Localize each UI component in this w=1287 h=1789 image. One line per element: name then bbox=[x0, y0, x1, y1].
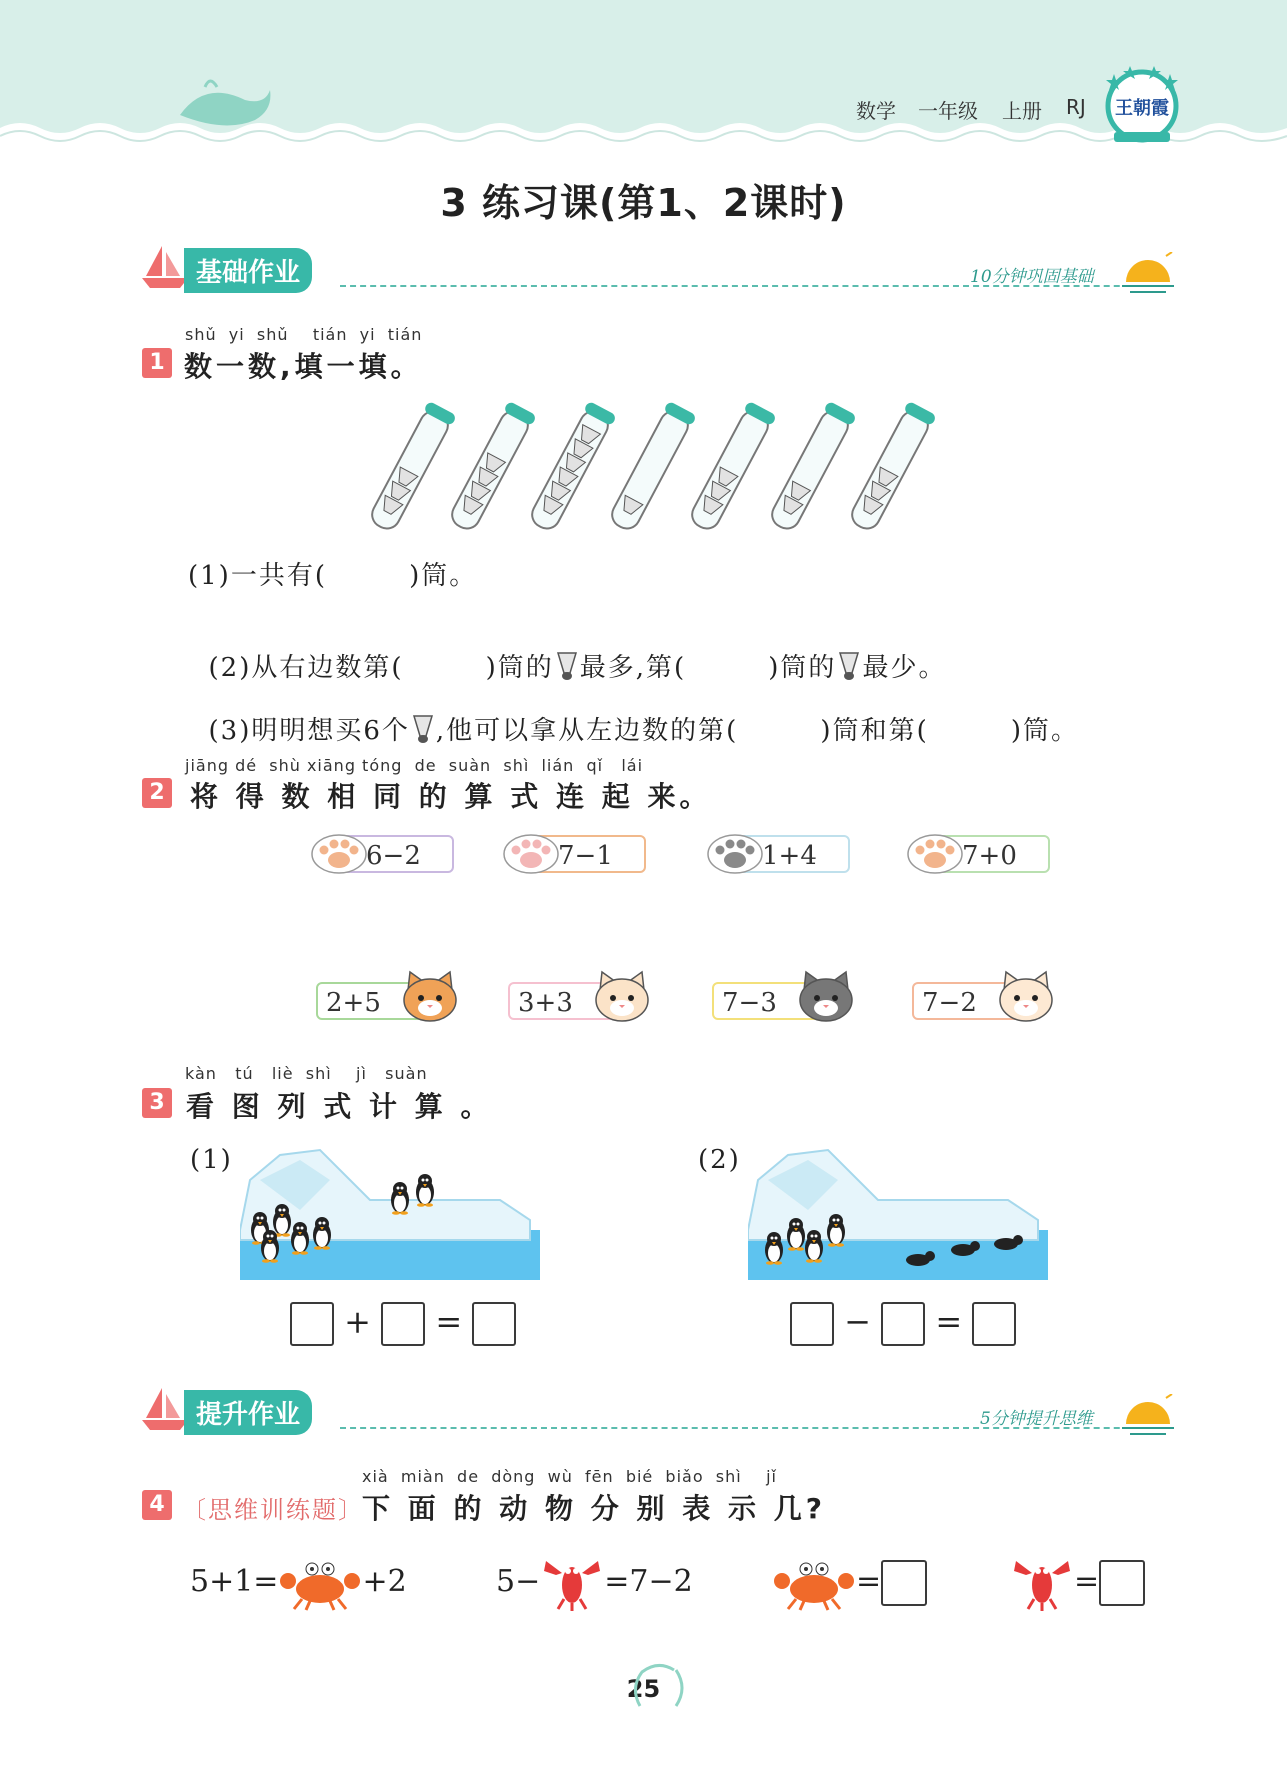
q1-sub2-part1: (2)从右边数第( )筒的 bbox=[208, 653, 554, 683]
header-grade: 一年级 bbox=[918, 99, 978, 123]
q3-text: 看 图 列 式 计 算 。 bbox=[186, 1090, 493, 1123]
q4-eq2-left: 5− bbox=[496, 1564, 541, 1599]
answer-box[interactable] bbox=[972, 1302, 1016, 1346]
paw-icon bbox=[706, 833, 764, 875]
paw-icon bbox=[502, 833, 560, 875]
sunrise-icon bbox=[1120, 1394, 1176, 1438]
expression-text: 7−3 bbox=[712, 982, 830, 1020]
q3-equation-1 bbox=[290, 1302, 516, 1346]
equals-sign: = bbox=[1074, 1564, 1100, 1599]
plus-sign: + bbox=[344, 1302, 371, 1341]
expression-text: 1+4 bbox=[730, 835, 850, 873]
expression-text: 2+5 bbox=[316, 982, 434, 1020]
q1-sub3-part1: (3)明明想买6个 bbox=[208, 716, 410, 746]
question-number: 1 bbox=[142, 348, 172, 378]
q4-pinyin: xià miàn de dòng wù fēn bié biǎo shì jǐ bbox=[362, 1467, 777, 1486]
q2-text: 将 得 数 相 同 的 算 式 连 起 来。 bbox=[190, 780, 712, 813]
q4-equation-2 bbox=[496, 1555, 693, 1611]
sailboat-icon bbox=[140, 1386, 190, 1432]
section-advanced-label: 提升作业 bbox=[184, 1390, 312, 1435]
q4-eq1-left: 5+1= bbox=[190, 1564, 279, 1599]
shuttlecock-tube bbox=[766, 401, 857, 534]
shuttlecock-tube bbox=[606, 401, 697, 534]
section-basic-hint: 10分钟巩固基础 bbox=[970, 267, 1094, 287]
section-basic-label: 基础作业 bbox=[184, 248, 312, 293]
equals-sign: = bbox=[935, 1302, 963, 1341]
answer-box[interactable] bbox=[790, 1302, 834, 1346]
q1-sub3 bbox=[188, 680, 1079, 747]
q4-equation-3 bbox=[772, 1555, 927, 1611]
answer-box[interactable] bbox=[881, 1560, 927, 1606]
q4-text: 下 面 的 动 物 分 别 表 示 几? bbox=[362, 1492, 826, 1525]
answer-box[interactable] bbox=[1099, 1560, 1145, 1606]
lobster-icon bbox=[540, 1555, 604, 1611]
q4-equation-4 bbox=[1010, 1555, 1145, 1611]
equals-sign: = bbox=[435, 1302, 463, 1341]
page-title: 3 练习课(第1、2课时) bbox=[440, 181, 847, 225]
shuttlecock-tubes-illustration bbox=[370, 400, 950, 540]
expression-text: 7−2 bbox=[912, 982, 1030, 1020]
header-subject: 数学 bbox=[856, 99, 896, 123]
q2-pinyin: jiāng dé shù xiāng tóng de suàn shì lián qǐ lái bbox=[185, 756, 644, 775]
equals-sign: = bbox=[856, 1564, 882, 1599]
cat-face-icon bbox=[996, 970, 1056, 1024]
whale-icon bbox=[175, 75, 275, 135]
header-edition: RJ bbox=[1066, 95, 1086, 119]
shuttlecock-tube bbox=[686, 401, 777, 534]
header-volume: 上册 bbox=[1002, 99, 1042, 123]
q4-eq2-right: =7−2 bbox=[604, 1564, 693, 1599]
penguins-iceberg-scene-2 bbox=[748, 1140, 1048, 1280]
expression-text: 3+3 bbox=[508, 982, 626, 1020]
shuttlecock-icon bbox=[410, 714, 436, 744]
cat-face-icon bbox=[400, 970, 460, 1024]
crab-icon bbox=[772, 1555, 856, 1611]
answer-box[interactable] bbox=[290, 1302, 334, 1346]
q4-eq1-right: +2 bbox=[362, 1564, 407, 1599]
sunrise-icon bbox=[1120, 252, 1176, 296]
sailboat-icon bbox=[140, 244, 190, 290]
section-advanced-hint: 5分钟提升思维 bbox=[980, 1409, 1093, 1429]
q1-sub3-part2: ,他可以拿从左边数的第( )筒和第( )筒。 bbox=[435, 716, 1079, 746]
expression-text: 6−2 bbox=[334, 835, 454, 873]
brand-logo bbox=[1100, 60, 1184, 144]
q3-pinyin: kàn tú liè shì jì suàn bbox=[185, 1064, 428, 1083]
cat-face-icon bbox=[592, 970, 652, 1024]
q1-sub2 bbox=[188, 617, 946, 684]
question-number: 2 bbox=[142, 778, 172, 808]
cat-face-icon bbox=[796, 970, 856, 1024]
shuttlecock-tube bbox=[846, 401, 937, 534]
answer-box[interactable] bbox=[881, 1302, 925, 1346]
answer-box[interactable] bbox=[381, 1302, 425, 1346]
question-number: 4 bbox=[142, 1490, 172, 1520]
paw-icon bbox=[310, 833, 368, 875]
q1-sub1: (1)一共有( )筒。 bbox=[188, 561, 478, 591]
q1-sub2-part2: 最多,第( )筒的 bbox=[579, 653, 837, 683]
minus-sign: − bbox=[844, 1302, 871, 1341]
expression-text: 7−1 bbox=[526, 835, 646, 873]
expression-text: 7+0 bbox=[930, 835, 1050, 873]
shuttlecock-icon bbox=[554, 651, 580, 681]
shuttlecock-tube bbox=[446, 401, 537, 534]
shuttlecock-tube bbox=[370, 401, 457, 534]
q3-equation-2 bbox=[790, 1302, 1016, 1346]
q4-tag: 〔思维训练题〕 bbox=[182, 1496, 364, 1524]
lobster-icon bbox=[1010, 1555, 1074, 1611]
q1-text: 数一数,填一填。 bbox=[184, 350, 423, 383]
shuttlecock-icon bbox=[836, 651, 862, 681]
shuttlecock-tube bbox=[526, 401, 617, 534]
page-number-swirl bbox=[628, 1660, 688, 1716]
q4-equation-1 bbox=[190, 1555, 407, 1611]
q1-sub2-part3: 最少。 bbox=[862, 653, 947, 683]
q3-part2-label: (2) bbox=[698, 1145, 741, 1175]
q3-part1-label: (1) bbox=[190, 1145, 233, 1175]
penguins-iceberg-scene-1 bbox=[240, 1140, 540, 1280]
q1-pinyin: shǔ yi shǔ tián yi tián bbox=[185, 325, 423, 344]
page-number: 25 bbox=[626, 1675, 661, 1703]
question-number: 3 bbox=[142, 1088, 172, 1118]
paw-icon bbox=[906, 833, 964, 875]
answer-box[interactable] bbox=[472, 1302, 516, 1346]
logo-text: 王朝霞 bbox=[1115, 98, 1169, 119]
crab-icon bbox=[278, 1555, 362, 1611]
